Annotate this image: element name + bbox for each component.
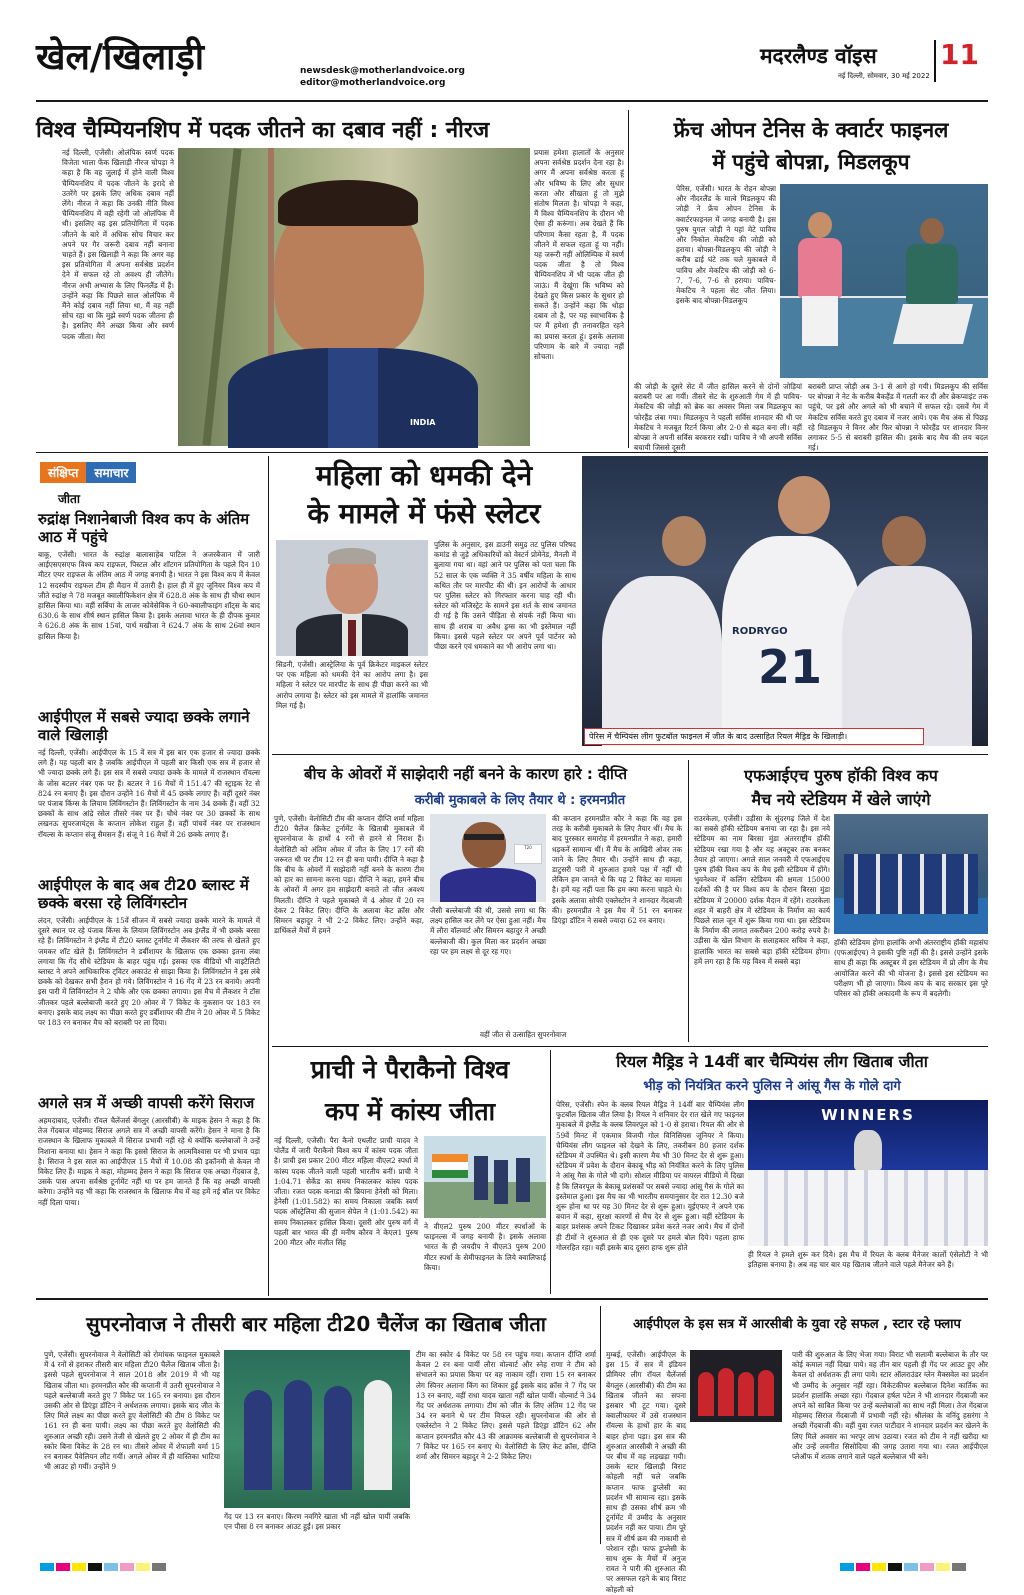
brief-text-1: बाकू, एजेंसी। भारत के रुद्रांक्ष बालासाहेब पाटिल ने अजरबैजान में जारी आईएसएसएफ विश्व कप राइफल, पिस्टल और शॉटगन प्रतियोगिता के पहले दिन 10 मीटर एयर राइफल के अंतिम आठ में जगह बनायी है। भारत ने इस विश्व कप में केवल 12 सदस्यीय राइफल टीम ही मैदान में उतारी है। हाल ही में हुए जूनियर विश्व कप में जीते रुद्रांक्ष ने 78 मजबूत क्वालीफिकेशन क्षेत्र में 628.8 अंक के साथ ही चौथा स्थान हासिल किया था। वहीं सर्बिया के लाजर कोवेसेविक ने 60-क्वालीफाइंग शॉट्स के बाद 630.6 के साथ शीर्ष स्थान हासिल किया है। इसके अलावा भारत के ही दीपक कुमार ने 626.8 अंक के साथ 15वां, पार्थ मखीजा ने 624.7 अंक के साथ 26वां स्थान हासिल किया है।	[38, 550, 260, 641]
briefs-tag-2: समाचार	[86, 462, 136, 483]
masthead-rule	[36, 100, 988, 102]
supernovas-photo	[224, 1350, 410, 1508]
newspaper-name: मदरलैण्ड वॉइस	[760, 44, 877, 68]
vertical-rule-bottom	[600, 1306, 601, 1544]
slater-col2: पुलिस के अनुसार, इस डाउनी समुद्र तट पुलिस परिषद कमांड से जुड़े अधिकारियों को वेस्टर्न प्रोमेनेड, मैनली में बुलाया गया था। वहां आने पर पुलिस को पता चला कि 52 साल के एक व्यक्ति ने 35 वर्षीय महिला के साथ कथित तौर पर मारपीट की थी। इन आरोपों के आधार पर पुलिस स्लेटर को गिरफ्तार करना चाह रही थी। स्लेटर को मजिस्ट्रेट के सामने इस शर्त के साथ जमानत दी गई है कि उसने पीड़िता से संपर्क नहीं किया था। साथ ही शराब या अवैध ड्रग्स का भी इस्तेमाल नहीं किया। इससे पहले स्लेटर पर अपने पूर्व पार्टनर को पीछा करने एवं धमकाने का भी आरोप लगा था।	[434, 540, 576, 652]
fih-col2: हॉकी स्टेडियम होगा हालांकि अभी अंतरराष्ट्रीय हॉकी महासंघ (एफआईएच) ने इसकी पुष्टि नहीं की है। इससे उन्होंने इसके साथ ही कहा कि अक्टूबर में इस स्टेडियम में प्रो लीग के मैच आयोजित करने की भी योजना है। इससे इस स्टेडियम का परीक्षण भी हो जाएगा। विश्व कप के बाद सरकार इस पूरे परिसर को हॉकी अकादमी के रूप में बदलेगी।	[834, 938, 988, 999]
briefs-tag	[40, 462, 136, 483]
rcb-col1: मुम्बई, एजेंसी। आईपीएल के इस 15 वें सत्र में इंडियन प्रीमियर लीग रॉयल चैलेंजर्स बेंगलुरु (आरसीबी) की टीम का खिताब जीतने का सपना इसबार भी टूट गया। दूसरे क्वालीफायर में उसे राजस्थान रॉयल्स के हाथों हार के बाद बाहर होना पड़ा। इस सत्र की शुरुआत आरसीबी ने अच्छी की पर बीच में वह लड़खड़ा गयी। उसके स्टार खिलाड़ी विराट कोहली नहीं चले जबकि कप्तान फाफ डुप्लेसी का प्रदर्शन भी सामान्य रहा। इसके साथ ही उसका शीर्ष क्रम भी टूर्नामेंट में उम्मीद के अनुसार प्रदर्शन नहीं कर पाया। टीम पूरे सत्र में शीर्ष क्रम की नाकामी से परेशान रही। फाफ डुप्लेसी के साथ शुरू के मैचों में अनुज रावत ने पारी की शुरुआत की पर असफल रहने के बाद विराट कोहली को	[606, 1350, 686, 1594]
winners-banner: WINNERS	[821, 1106, 915, 1124]
horizontal-rule-4	[36, 1298, 988, 1300]
horizontal-rule-3	[272, 1046, 988, 1047]
color-registration-bar	[40, 1556, 168, 1575]
brief-text-2: नई दिल्ली, एजेंसी। आईपीएल के 15 वें सत्र में इस बार एक हजार से ज्यादा छक्के लगे हैं। यह पहली बार है जबकि आईपीएल में पहली बार किसी एक सत्र में हजार से भी ज्यादा छक्के लगे हैं। इस सत्र में सबसे ज्यादा छक्के के मामले में राजस्थान रॉयल्स के जोस बटलर नंबर एक पर हैं। बटलर ने 16 मैचों में 151.47 की स्ट्राइक रेट से 824 रन बनाए हैं। इस दौरान उन्होंने 16 मैचों में 45 छक्के लगाए हैं। वहीं दूसरे नंबर पर पंजाब किंग्स के लियाम लिविंगस्टोन हैं। लिविंगस्टोन के नाम 34 छक्के हैं। वहीं 32 छक्कों के साथ आंद्रे रसेल तीसरे नंबर पर हैं। चौथे नंबर पर 30 छक्कों के साथ लखनऊ सुपरजायंट्स के कप्तान लोकेश राहुल हैं। वहीं पांचवें नंबर पर राजस्थान रॉयल्स के कप्तान संजू सैमसन हैं। संजू ने 16 मैचों में 26 छक्के लगाए हैं।	[38, 748, 260, 839]
hockey-stadium-photo	[834, 814, 988, 934]
supernovas-col2: गेंद पर 13 रन बनाए। किरण नवगिरे खाता भी नहीं खोल पायीं जबकि एन पीसा 8 रन बनाकर आउट हुईं। इस प्रकार	[224, 1512, 410, 1532]
fih-headline-2: मैच नये स्टेडियम में खेले जाएंगे	[751, 790, 931, 809]
bopanna-col3: बराबरी प्राप्त जोड़ी अब 3-1 से आगे हो गयी। मिडलकूप की सर्विस पर बोपन्ना ने नेट के करीब बैकहैंड में गलती कर दी और ब्रेकप्वाइंट तक पहुंचे, पर इसे और अगले को भी बचाने में सफल रहे। दसवें गेम में मेकटिच सर्विस करते हुए दबाव में नजर आये। एक मैच अंक से पिछड़ रहे मिडलकूप ने विनर और फिर बोपन्ना ने फोरहैंड पर शानदार विनर लगाकर 5-5 से बराबरी हासिल की। इसके बाद मैच की लय बदल गई।	[808, 382, 988, 453]
fih-col1: राउरकेला, एजेंसी। उड़ीसा के सुंदरगढ़ जिले में देश का सबसे हॉकी स्टेडियम बनाया जा रहा है। इस नये स्टेडियम का नाम बिरसा मुंडा अंतरराष्ट्रीय हॉकी स्टेडियम रखा गया है और यह अक्टूबर तक बनकर तैयार हो जाएगा। अगले साल जनवरी में एफआईएच पुरुष हॉकी विश्व कप के मैच इसी स्टेडियम में होंगे। भुवनेश्वर में कलिंग स्टेडियम की क्षमता 15000 दर्शकों की है पर विश्व कप के दौरान बिरसा मुंडा स्टेडियम में 20000 दर्शक मैदान में रहेंगे। राउरकेला शहर में बाहरी क्षेत्र में स्टेडियम के निर्माण का कार्य पिछले साल जून में शुरू किया गया था। इस स्टेडियम के निर्माण की लागत तकरीबन 200 करोड़ रुपये है। उड़ीसा के खेल विभाग के सलाहकार सचिव ने कहा, हालांकि भारत का सबसे बड़ा हॉकी स्टेडियम होगा। हमें लग रहा है कि यह विश्व में सबसे बड़ा	[694, 814, 830, 966]
briefs-rule	[268, 456, 269, 1296]
section-title: खेल/खिलाड़ी	[36, 37, 205, 78]
color-registration-bar-right	[840, 1556, 968, 1575]
realmadrid-celebration-photo	[582, 456, 988, 746]
brief-text-4: अहमदाबाद, एजेंसी। रॉयल चैलेंजर्स बेंगलुर (आरसीबी) के माइक हेसन ने कहा है कि तेज गेंदबाज मोहम्मद सिराज अगले सत्र में अच्छी वापसी करेंगे। हेसन ने माना है कि राजस्थान के खिलाफ मुकाबले में सिराज प्रभावी नहीं रहे थे क्योंकि बल्लेबाजों ने उन्हें निशाना बनाया था। हेसन ने कहा कि इससे सिराज के आत्मविश्वास पर भी प्रभाव पड़ा है। सिराज ने इस साल का आईपीएल 15 मैचों में 10.08 की इकॉनमी से केवल नौ विकेट लिए हैं। माइक ने कहा, मोहम्मद हेसन ने कहा कि सिराज एक अच्छा गेंदबाज है, उसके पास अपना सर्वश्रेष्ठ टूर्नामेंट नहीं था पर हम जानते हैं कि वह अच्छी वापसी करेगा। उन्होंने यह भी कहा कि राजस्थान के खिलाफ मैच में वह हमें नई बॉल पर विकेट नहीं दिला पाया।	[38, 1116, 260, 1207]
horizontal-rule-2	[272, 754, 988, 755]
bopanna-photo	[780, 184, 988, 378]
deepti-headline: बीच के ओवरों में साझेदारी नहीं बनने के कारण हारे : दीप्ति	[304, 765, 628, 783]
vertical-rule-prachi	[550, 1050, 551, 1294]
slater-under-photo: सिडनी, एजेंसी। आस्ट्रेलिया के पूर्व क्रिकेटर माइकल स्लेटर पर एक महिला को धमकी देने का आरोप लगा है। इस महिला ने स्लेटर पर मारपीट के साथ ही पीछा करने का भी आरोप लगाया है। स्लेटर को इस मामले में हालांकि जमानत मिल गई है।	[276, 660, 428, 710]
page-number: 11	[940, 38, 979, 71]
jersey-name: RODRYGO	[732, 626, 788, 637]
neeraj-col1: नई दिल्ली, एजेंसी। ओलंपिक स्वर्ण पदक विजेता भाला फेंक खिलाड़ी नीरज चोपड़ा ने कहा है कि वह जुलाई में होने वाली विश्व चैम्पियनशिप में पदक जीतने के इरादे से उतरेंगे पर इसके लिए अधिक दबाव नहीं लेंगे। नीरज ने कहा कि उनकी नीति विश्व चैम्पियनशिप में वही रहेगी जो ओलंपिक में थी। इसलिए वह इस प्रतियोगिता में पदक जीतने के बारे में अधिक सोच विचार कर अपने पर गैर जरूरी दबाव नहीं बनाना चाहते हैं। इस खिलाड़ी ने कहा कि अगर वह इस प्रतियोगिता में अपना सर्वश्रेष्ठ प्रदर्शन देने में सफल रहे तो अवश्य ही जीतेंगे। नीरज अभी अभ्यास के लिए फिनलैंड में हैं। उन्होंने कहा कि पिछले साल ओलंपिक में मैंने कोई दबाव नहीं लिया था, मैं वह नहीं सोच रहा था कि मुझे स्वर्ण पदक जीतना ही है। इसलिए मैंने अच्छा किया और स्वर्ण पदक जीता। मेरा	[62, 148, 174, 341]
vertical-rule-top	[628, 110, 629, 448]
briefs-top-word: जीता	[58, 492, 80, 506]
brief-headline-4: अगले सत्र में अच्छी वापसी करेंगे सिराज	[38, 1094, 255, 1112]
ucl-headline: रियल मैड्रिड ने 14वीं बार चैम्पियंस लीग खिताब जीता	[616, 1052, 928, 1071]
deepti-col2: जैसी बल्लेबाजी की थी, उससे लगा था कि लक्ष्य हासिल कर लेंगे पर ऐसा हुआ नहीं। मैच में लौरा वॉलवार्ट और सिमरन बहादुर ने अच्छी बल्लेबाजी की। कुल मिला कर प्रदर्शन अच्छा रहा पर हम लक्ष्य से दूर रह गए।	[430, 906, 546, 956]
slater-headline-1: महिला को धमकी देने	[315, 459, 533, 492]
bopanna-headline-2: में पहुंचे बोपन्ना, मिडलकूप	[712, 150, 910, 174]
brief-headline-3: आईपीएल के बाद अब टी20 ब्लास्ट में छक्के बरसा रहे लिविंगस्टोन	[38, 876, 249, 912]
horizontal-rule-1	[36, 452, 988, 453]
supernovas-col3: टीम का स्कोर 4 विकेट पर 58 रन पहुंच गया। कप्तान दीप्ति शर्मा केवल 2 रन बना पायीं लौरा वोल्वार्ट और स्नेह राणा ने टीम को संभालने का प्रयास किया पर वह नाकाम रहीं। राणा 15 रन बनाकर लेग स्पिनर अलाना किंग का शिकार हुईं इसके बाद क्रॉस ने 7 गेंद पर 13 रन बनाए, वहीं राधा यादव खाता नहीं खोल पायीं। वोल्वार्ट ने 34 गेंद पर अर्धशतक लगाया। टीम को जीत के लिए अंतिम 12 गेंद पर 34 रन बनाने थे पर टीम विफल रही। सुपरनोवाज की ओर से एक्लेस्टोन ने 2 विकेट लिए। इससे पहले डिएंड्रा डॉटिन 62 और कप्तान हरमनप्रीत कौर 43 की आक्रामक बल्लेबाजी से सुपरनोवाज ने 7 विकेट पर 165 रन बनाए थे। वेलोसिटी के लिए केट क्रॉस, दीप्ति शर्मा और सिमरन बहादुर ने 2-2 विकेट लिए।	[416, 1350, 596, 1462]
supernovas-headline: सुपरनोवाज ने तीसरी बार महिला टी20 चैलेंज का खिताब जीता	[86, 1312, 546, 1336]
deepti-col3: की कप्तान हरमनप्रीत कौर ने कहा कि वह इस तरह के करीबी मुकाबले के लिए तैयार थीं। मैच के बाद पुरस्कार समारोह में हरमनप्रीत ने कहा, हमारी धड़कनें सामान्य थीं। मैं मैच के आखिरी ओवर तक जाने के लिए तैयार थी। उन्होंने साथ ही कहा, डाटुसरी पारी में शुरुआत हमारे पक्ष में नहीं थी लेकिन हम जानते थे कि यह 2 विकेट का मामला है। हमें यह नहीं पता कि हम क्या करना चाहते थे। इसके अलावा सोफी एक्लेस्टोन ने शानदार गेंदबाजी की। हरमनप्रीत ने इस मैच में 51 रन बनाकर डिएंड्रा डॉटिन ने सबसे ज्यादा 62 रन बनाए।	[552, 814, 682, 926]
deepti-photo-caption: वहीं जीत से उत्साहित सुपरनोवाज	[480, 1030, 567, 1039]
slater-photo	[276, 540, 428, 656]
slater-headline-2: के मामले में फंसे स्लेटर	[307, 497, 541, 530]
dateline: नई दिल्ली, सोमवार, 30 मई 2022	[838, 72, 930, 80]
brief-text-3: लंदन, एजेंसी। आईपीएल के 15वें सीजन में सबसे ज्यादा छक्के मारने के मामले में दूसरे स्थान पर रहे पंजाब किंग्स के लियाम लिविंगस्टोन अब इंग्लैंड में भी छक्के बरसा रहे हैं। लिविंगस्टोन ने इंग्लैंड में टी20 ब्लास्ट टूर्नामेंट में लैंकशर की तरफ से खेलते हुए जमकर शॉट खेले हैं। लिविंगस्टोन ने डर्बीशायर के खिलाफ एक छक्का इतना लंबा लगाया कि गेंद सीधे स्टेडियम के बाहर पहुंच गई। इसका एक वीडियो भी वाइटैलिटी ब्लास्ट ने अपने आधिकारिक ट्विटर अकाउंट से साझा किया है। लिविंगस्टोन ने इस लंबे छक्के को देखकर सभी हैरान हो गये। लिविंगस्टोन ने 16 गेंद में 23 रन बनाये। अपनी इस पारी में लिविंगस्टोन ने 2 चौके और एक छक्का लगाया। इस मैच में लैंकशर ने टॉस जीतकर पहले बल्लेबाजी करते हुए 20 ओवर में 7 विकेट के नुकसान पर 183 रन बनाए। इसके बाद लक्ष्य का पीछा करते हुए डर्बीशायर की टीम ने 20 ओवर में 5 विकेट पर 183 रन बनाकर मैच को बराबरी पर ला दिया।	[38, 916, 260, 1028]
rcb-col2: पारी की शुरुआत के लिए भेजा गया। विराट भी सलामी बल्लेबाज के तौर पर कोई कमाल नहीं दिखा पाये। वह तीन बार पहली ही गेंद पर आउट हुए और केवल दो अर्धशतक ही लगा पाये। स्टार ऑलराउंडर ग्लेन मैक्सवेल का प्रदर्शन भी उम्मीद के अनुसार नहीं रहा। विकेटकीपर बल्लेबाज दिनेश कार्तिक का प्रदर्शन हालांकि अच्छा रहा। गेंदबाज हर्षल पटेल ने भी शानदार गेंदबाजी कर अपने को साबित किया पर उन्हें बल्लेबाजों का साथ नहीं मिला। तेज गेंदबाज मोहम्मद सिराज गेंदबाजी में प्रभावी नहीं रहे। श्रीलंका के वनिंदु हसरंगा ने अच्छी गेंदबाजी की। वहीं युवा रजत पाटीदार ने शानदार प्रदर्शन कर खेलने के लिए मिले अवसर का भरपूर लाभ उठाया। रजत को टीम ने नहीं खरीदा था और उन्हें लवनीत सिसोदिया की जगह उतारा गया था। रजत आईपीएल प्लेऑफ में शतक लगाने वाले पहले बल्लेबाज भी बने।	[792, 1350, 988, 1462]
ucl-under-photo: ही रियल ने हमले शुरू कर दिये। इस मैच में रियल के क्लब मैनेजर कार्लो एंसेलोटी ने भी इतिहास बनाया है। अब वह चार बार यह खिताब जीतने वाले पहले मैनेजर बने हैं।	[748, 1250, 988, 1270]
neeraj-col2: प्रयास हमेशा हालातों के अनुसार अपना सर्वश्रेष्ठ प्रदर्शन देना रहा है। अगर मैं अपना सर्वश्रेष्ठ करता हूं और भविष्य के लिए और सुधार करता और सीखता हूं तो मुझे संतोष मिलता है। चोपड़ा ने कहा, मैं विश्व चैम्पियनशिप के दौरान भी ऐसा ही करूंगा। अब देखते हैं कि परिणाम कैसा रहता है, मैं पदक जीतने में सफल रहता हूं या नहीं। यह जरूरी नहीं ओलिम्पिक में स्वर्ण पदक जीता है तो विश्व चैम्पियनशिप में भी पदक जीत ही जाऊं। मैं देखूंगा कि भविष्य को देखते हुए किस प्रकार के सुधार हो सकते हैं। उन्होंने कहा कि थोड़ा दबाव तो है, पर यह स्वाभाविक है पर मैं हमेशा ही तनावरहित रहने का प्रयास करता हूं। इसके अलावा परिणाम के बारे में ज्यादा नहीं सोचता।	[534, 148, 624, 362]
jersey-number: 21	[758, 640, 823, 694]
deepti-photo: T20	[430, 814, 546, 902]
fih-headline-1: एफआईएच पुरुष हॉकी विश्व कप	[744, 766, 938, 785]
neeraj-photo: INDIA	[178, 148, 530, 446]
masthead-divider	[934, 40, 936, 82]
prachi-headline-1: प्राची ने पैराकैनो विश्व	[310, 1055, 510, 1084]
editor-email[interactable]: editor@motherlandvoice.org	[300, 78, 446, 88]
brief-headline-2: आईपीएल में सबसे ज्यादा छक्के लगाने वाले खिलाड़ी	[38, 708, 250, 744]
rcb-photo	[690, 1350, 782, 1422]
ucl-col1: पेरिस, एजेंसी। स्पेन के क्लब रियल मैड्रिड ने 14वीं बार चैम्पियंस लीग फुटबॉल खिताब जीत लिया है। रियल ने शनिवार देर रात खेले गए फाइनल मुकाबले में इंग्लैंड के क्लब लिवरपूल को 1-0 से हराया। रियल की ओर से 59वें मिनट में एकमात्र विजयी गोल विनिसियस जूनियर ने किया। चैम्पियंस लीग फाइनल को देखने के लिए, तकरीबन 80 हजार दर्शक स्टेडियम में उपस्थित थे। इसी कारण मैच भी 30 मिनट देर से शुरू हुआ। स्टेडियम में प्रवेश के दौरान बेकाबू भीड़ को नियंत्रित करने के लिए पुलिस ने आंसू गैस के गोले भी दागे। सोशल मीडिया पर वायरल वीडियो में दिखा है कि लिवरपूल के बेकाबू प्रशंसकों पर सबसे ज्यादा आंसू गैस के गोले का इस्तेमाल हुआ। इस मैच का भी भारतीय समयानुसार देर रात 12.30 बजे शुरू होना था पर यह 30 मिनट देर से शुरू हुआ। यूईएफए ने अपने एक बयान में कहा, सुरक्षा कारणों से मैच देर से शुरू हुआ। वहीं स्टेडियम के बाहर प्रशंसक अपने टिकट दिखाकर प्रवेश करते नजर आये। मैच में दोनों ही टीमों ने शुरुआत से ही एक दूसरे पर हमले बोल दिये। पहला हाफ गोलरहित रहा। वहीं इसके बाद दूसरा हाफ शुरू होते	[556, 1100, 744, 1252]
briefs-column	[38, 510, 260, 1294]
neeraj-headline: विश्व चैम्पियनशिप में पदक जीतने का दबाव नहीं : नीरज	[36, 118, 490, 143]
ucl-subhead: भीड़ को नियंत्रित करने पुलिस ने आंसू गैस के गोले दागे	[643, 1079, 901, 1094]
prachi-photo	[424, 1136, 546, 1218]
brief-headline-1: रुद्रांक्ष निशानेबाजी विश्व कप के अंतिम आठ में पहुंचे	[38, 510, 250, 546]
bopanna-col1: पेरिस, एजेंसी। भारत के रोहन बोपन्ना और नीदरलैंड के मात्वे मिडलकूप की जोड़ी ने फ्रेंच ओपन टेनिस के क्वार्टरफाइनल में जगह बनायी है। इस पुरुष युगल जोड़ी ने यहां मेटे पाविच और निकोल मेकटिच की जोड़ी को हराया। बोपन्ना-मिडलकूप की जोड़ी ने करीब ढाई घंटे तक चले मुकाबले में पाविच और मेकटिच की जोड़ी को 6-7, 7-6, 7-6 से हराया। पाविच-मेकटिच ने पहला सेट जीत लिया। इसके बाद बोपन्ना-मिडलकूप	[676, 184, 776, 306]
prachi-col2: ने वीएल2 पुरुष 200 मीटर स्पर्धाओं के फाइनल्स में जगह बनायी है। इसके अलावा भारत के ही जयदीप ने वीएल3 पुरुष 200 मीटर स्पर्धा के सेमीफाइनल के लिये क्वालिफाई किया।	[424, 1222, 546, 1272]
ucl-trophy-photo	[748, 1100, 988, 1246]
briefs-tag-1: संक्षिप्त	[40, 462, 86, 483]
deepti-subhead: करीबी मुकाबले के लिए तैयार थे : हरमनप्रीत	[414, 793, 626, 808]
prachi-headline-2: कप में कांस्य जीता	[324, 1097, 496, 1126]
vertical-rule-mid	[688, 760, 689, 1042]
rcb-headline: आईपीएल के इस सत्र में आरसीबी के युवा रहे सफल , स्टार रहे फ्लाप	[633, 1317, 961, 1332]
deepti-col1: पुणे, एजेंसी। वेलोसिटी टीम की कप्तान दीप्ति शर्मा महिला टी20 चैलेंज क्रिकेट टूर्नामेंट के खिताबी मुकाबले में सुपरनोवाज के हाथों 4 रनों से हारने से निराश हैं। वेलोसिटी को अंतिम ओवर में जीत के लिए 17 रनों की जरूरत थी पर टीम 12 रन ही बना पायी। दीप्ति ने कहा है कि बीच के ओवरों में साझेदारी नहीं बनने के कारण टीम को हार का सामना करना पड़ा। दीप्ति ने कहा, हमने बीच के ओवरों में अगर हम साझेदारी बनाते तो जीत अवश्य मिलती। दीप्ति ने पहले मुकाबले में 4 ओवर में 20 रन देकर 2 विकेट लिए। दीप्ति के अलावा केट क्रॉस और सिमरन बहादुर ने भी 2-2 विकेट लिए। उन्होंने कहा, डाथिंकले मैचों में हमने	[274, 814, 424, 936]
realmadrid-photo-caption: पेरिस में चैम्पियंस लीग फुटबॉल फाइनल में जीत के बाद उत्साहित रियल मैड्रिड के खिलाड़ी।	[584, 728, 924, 745]
newsdesk-email[interactable]: newsdesk@motherlandvoice.org	[300, 66, 465, 76]
supernovas-col1: पुणे, एजेंसी। सुपरनोवाज ने वेलोसिटी को रोमांचक फाइनल मुकाबले में 4 रनों से हराकर तीसरी बार महिला टी20 चैलेंज खिताब जीता है। इससे पहले सुपरनोवाज ने साल 2018 और 2019 में भी यह खिताब जीता था। हरमनप्रीत कौर की कप्तानी में उतरी सुपरनोवाज ने पहले बल्लेबाजी करते हुए 7 विकेट पर 165 रन बनाया। इस दौरान उसकी ओर से डिएंड्रा डॉटिन ने अर्धशतक लगाया। इसके बाद जीत के लिए मिले लक्ष्य का पीछा करते हुए वेलोसिटी की टीम 8 विकेट पर 161 रन ही बना पायी। लक्ष्य का पीछा करते हुए वेलोसिटी की शुरुआत अच्छी रही। उसने तेजी से खेलते हुए 2 ओवर में ही टीम का स्कोर बिना विकेट के 28 रन था। तीसरे ओवर में शेफाली वर्मा 15 रन बनाकर पैवेलियन लौट गयीं। अगले ओवर में ही यास्तिका भाटिया भी आउट हो गयीं। उन्होंने 9	[44, 1350, 220, 1472]
prachi-col1: नई दिल्ली, एजेंसी। पैरा कैनो एथलीट प्राची यादव ने पोलैंड में जारी पैराकैनो विश्व कप में कांस्य पदक जीता है। प्राची इस प्रकार 200 मीटर महिला वीएल2 स्पर्धा में कांस्य पदक जीतने वाली पहली भारतीय बनीं। प्राची ने 1:04.71 सेकेंड का समय निकालकर कांस्य पदक जीता। रजत पदक कनाडा की ब्रियाना हेनेसी को मिला। हेनेसी (1:01.582) का समय निकाला जबकि स्वर्ण पदक ऑस्ट्रेलिया की सुजान सेपेल ने (1:01.542) का समय निकालकर हासिल किया। दूसरी ओर पुरुष वर्ग में पहली बार भारत की ही मनीष कौरव ने केएल1 पुरुष 200 मीटर और मंजीत सिंह	[274, 1136, 418, 1248]
bopanna-headline-1: फ्रेंच ओपन टेनिस के क्वार्टर फाइनल	[673, 118, 949, 142]
bopanna-wide: की जोड़ी के दूसरे सेट में जीत हासिल करने से दोनों जोड़ियां बराबरी पर आ गयीं। तीसरे सेट के शुरुआती गेम में ही पाविच-मेकटिच की जोड़ी को ब्रेक का अवसर मिला जब मिडलकूप का फोरहैंड लंबा गया। मिडलकूप ने पहली सर्विस शानदार की थी पर मेकटिच ने मजबूत रिटर्न किया और 2-0 से बढ़त बना ली। वहीं बोपन्ना ने अपनी सर्विस बरकरार रखी। पाविच ने भी अपनी सर्विस बचायी जिससे दूसरी	[634, 382, 802, 453]
